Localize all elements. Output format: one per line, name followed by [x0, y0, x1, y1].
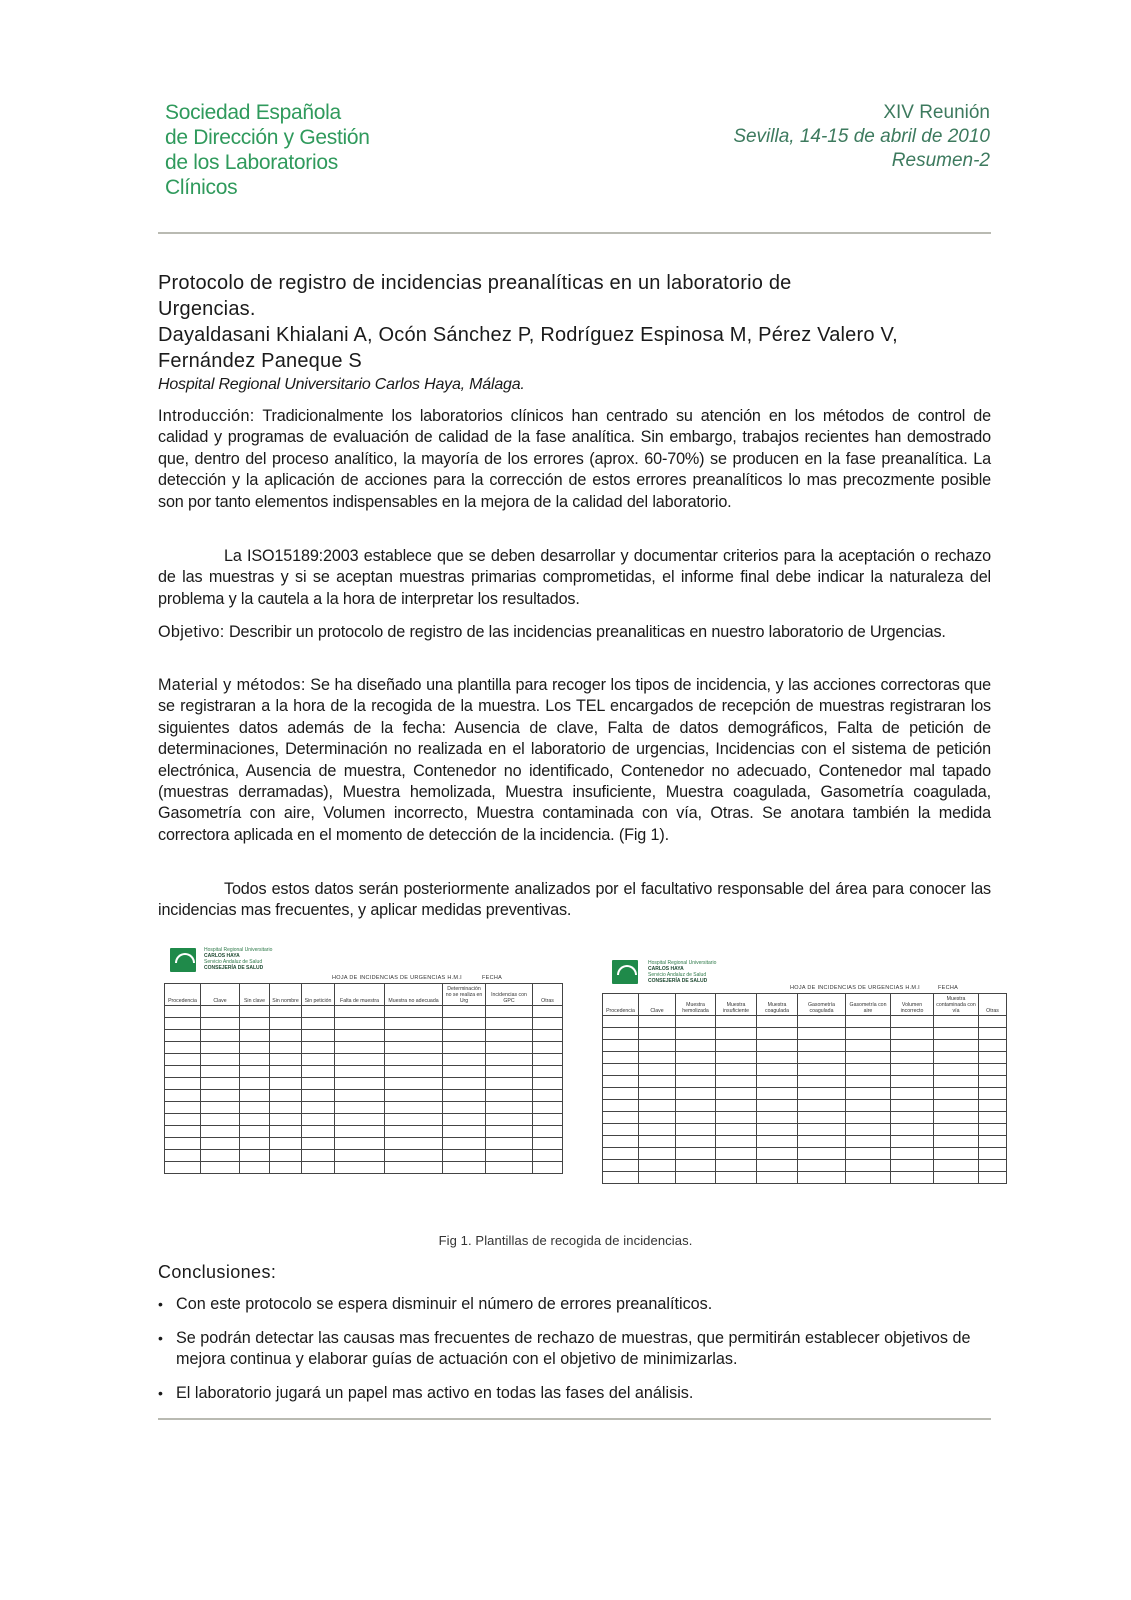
column-header: Gasometría con aire [846, 994, 891, 1016]
sheet-date-label: FECHA [482, 975, 503, 981]
empty-rows [165, 1006, 563, 1174]
list-item: • El laboratorio jugará un papel mas activo en todas las fases del análisis. [158, 1383, 998, 1405]
sheet-title: HOJA DE INCIDENCIAS DE URGENCIAS H.M.I [790, 985, 920, 991]
iso-paragraph: La ISO15189:2003 establece que se deben desarrollar y documentar criterios para la aceptación o rechazo de las muestras y si se aceptan muestras primarias comprometidas, el informe final debe indicar la naturaleza del problema y la cautela a la hora de interpretar los resultados. [158, 547, 991, 608]
introduction-paragraph [158, 406, 991, 513]
incident-table [602, 993, 1007, 1184]
junta-andalucia-logo-icon [612, 960, 638, 984]
section-label: Introducción: [158, 407, 255, 425]
section-text: Describir un protocolo de registro de las incidencias preanaliticas en nuestro laboratorio de Urgencias. [224, 623, 946, 641]
column-header: Otras [533, 984, 563, 1006]
objective-paragraph [158, 622, 991, 643]
authors-line: Dayaldasani Khialani A, Ocón Sánchez P, Rodríguez Espinosa M, Pérez Valero V, [158, 324, 898, 346]
org-line: Sociedad Española [165, 101, 341, 124]
authors-line: Fernández Paneque S [158, 350, 362, 372]
list-item: • Con este protocolo se espera disminuir el número de errores preanalíticos. [158, 1294, 998, 1316]
section-label: Objetivo: [158, 623, 225, 641]
footer-divider [158, 1418, 991, 1420]
meeting-location-date: Sevilla, 14-15 de abril de 2010 [733, 126, 990, 147]
column-header: Determinación no se realiza en Urg [443, 984, 486, 1006]
junta-andalucia-logo-icon [170, 948, 196, 972]
sheet-title: HOJA DE INCIDENCIAS DE URGENCIAS H.M.I [332, 975, 462, 981]
methods-paragraph [158, 675, 991, 846]
column-header: Sin nombre [270, 984, 302, 1006]
column-header: Muestra hemolizada [676, 994, 716, 1016]
column-header: Incidencias con GPC [486, 984, 533, 1006]
incident-form-right [600, 955, 1008, 1200]
abstract-id: Resumen-2 [891, 150, 990, 171]
column-header: Clave [639, 994, 676, 1016]
column-header: Procedencia [165, 984, 201, 1006]
article-header [158, 270, 998, 396]
sheet-date-label: FECHA [938, 985, 959, 991]
analysis-paragraph: Todos estos datos serán posteriormente analizados por el facultativo responsable del área para conocer las incidencias mas frecuentes, y aplicar medidas preventivas. [158, 880, 991, 920]
conclusions-heading: Conclusiones: [158, 1262, 277, 1282]
organization-name [165, 100, 370, 200]
column-header: Muestra coagulada [757, 994, 798, 1016]
incident-form-left [160, 942, 565, 1197]
column-header: Muestra insuficiente [716, 994, 757, 1016]
column-header: Sin petición [302, 984, 335, 1006]
org-line: de los Laboratorios [165, 151, 338, 174]
column-header: Clave [201, 984, 240, 1006]
hospital-logo-text: Hospital Regional Universitario CARLOS HAYA Servicio Andaluz de Salud CONSEJERÍA DE SALUD [204, 947, 273, 971]
article-title-line: Urgencias. [158, 298, 256, 320]
meeting-info [733, 101, 990, 173]
column-header: Muestra no adecuada [385, 984, 443, 1006]
list-item: • Se podrán detectar las causas mas frecuentes de rechazo de muestras, que permitirán establecer objetivos de mejora continua y elaborar guías de actuación con el objetivo de minimizarlas. [158, 1328, 998, 1371]
empty-rows [603, 1016, 1007, 1184]
affiliation: Hospital Regional Universitario Carlos Haya, Málaga. [158, 376, 525, 393]
article-title-line: Protocolo de registro de incidencias preanalíticas en un laboratorio de [158, 272, 792, 294]
incident-table [164, 983, 563, 1174]
org-line: de Dirección y Gestión [165, 126, 370, 149]
section-text: Se ha diseñado una plantilla para recoger los tipos de incidencia, y las acciones correctoras que se registraran a la hora de la recogida de la muestra. Los TEL encargados de recepción de muestras registraran los siguientes datos además de la fecha: Ausencia de clave, Falta de datos demográficos, Falta de petición de determinaciones, Determinación no realizada en el laboratorio de urgencias, Incidencias con el sistema de petición electrónica, Ausencia de muestra, Contenedor no identificado, Contenedor no adecuado, Contenedor mal tapado (muestras derramadas), Muestra hemolizada, Muestra insuficiente, Muestra coagulada, Gasometría coagulada, Gasometría con aire, Volumen incorrecto, Muestra contaminada con vía, Otras. Se anotara también la medida correctora aplicada en el momento de detección de la incidencia. (Fig 1). [158, 676, 991, 844]
hospital-logo-text: Hospital Regional Universitario CARLOS HAYA Servicio Andaluz de Salud CONSEJERÍA DE SALUD [648, 960, 717, 984]
header-divider [158, 232, 991, 234]
column-header: Otras [979, 994, 1007, 1016]
column-header: Falta de muestra [335, 984, 385, 1006]
section-text: Tradicionalmente los laboratorios clínicos han centrado su atención en los métodos de control de calidad y programas de evaluación de calidad de la fase analítica. Sin embargo, trabajos recientes han demostrado que, dentro del proceso analítico, la mayoría de los errores (aprox. 60-70%) se producen en la fase preanalítica. La detección y la aplicación de acciones para la corrección de estos errores preanalíticos lo mas precozmente posible son por tanto elementos indispensables en la mejora de la calidad del laboratorio. [158, 407, 991, 511]
org-line: Clínicos [165, 176, 238, 199]
conclusions-list [158, 1294, 998, 1416]
section-label: Material y métodos: [158, 676, 306, 694]
column-header: Volumen incorrecto [891, 994, 934, 1016]
column-header: Gasometría coagulada [798, 994, 846, 1016]
column-header: Procedencia [603, 994, 639, 1016]
meeting-title: XIV Reunión [883, 102, 990, 123]
column-header: Muestra contaminada con vía [934, 994, 979, 1016]
figure-caption: Fig 1. Plantillas de recogida de incidencias. [438, 1233, 693, 1248]
column-header: Sin clave [240, 984, 270, 1006]
